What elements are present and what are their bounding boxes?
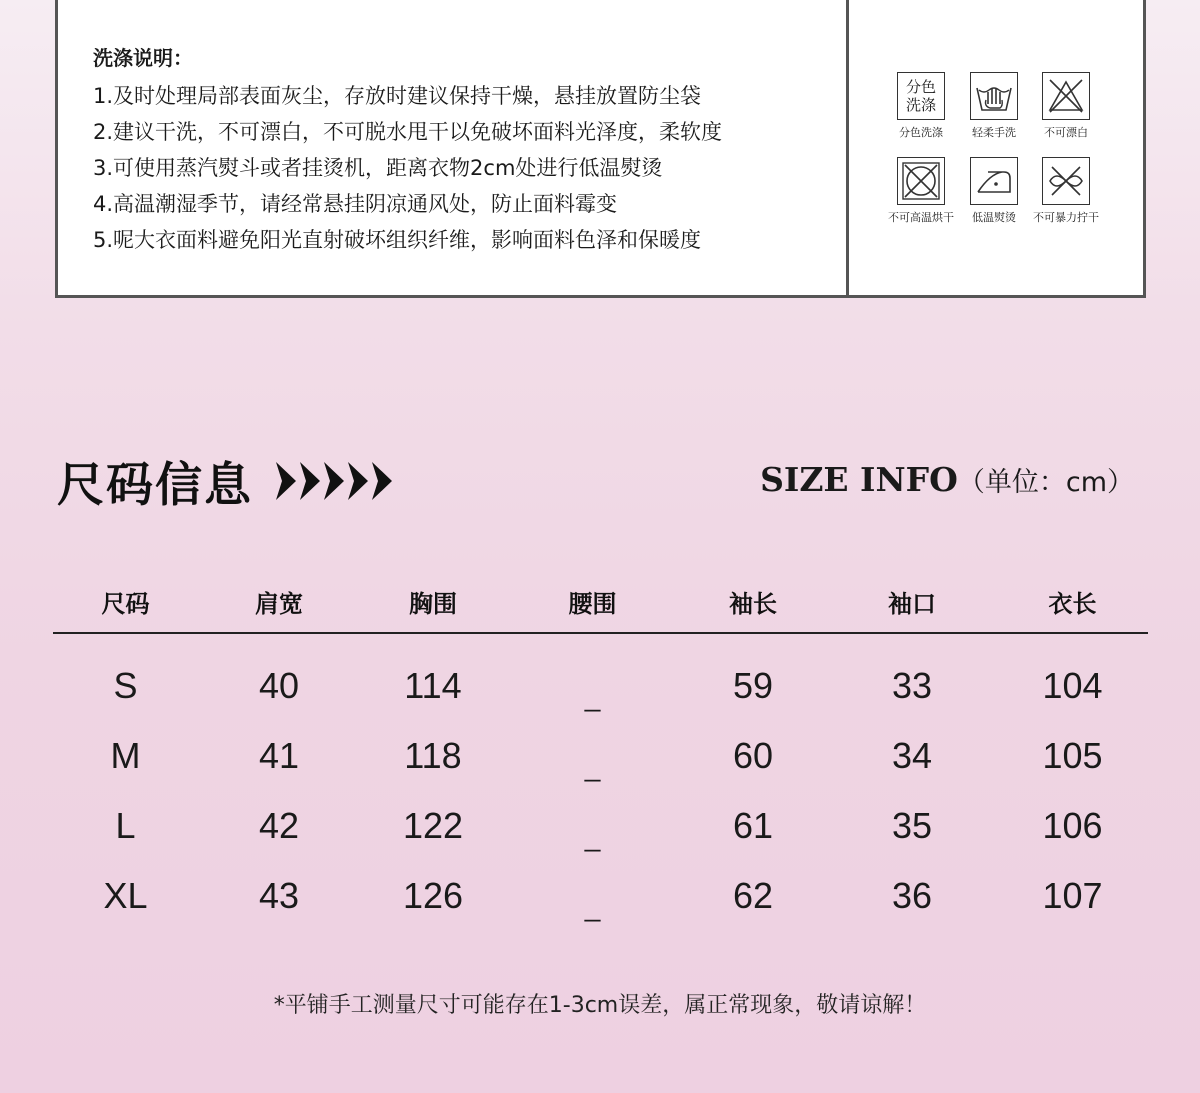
symbol-hand-wash bbox=[961, 72, 1027, 140]
cell-chest: 118 bbox=[404, 735, 462, 776]
cell-size: XL bbox=[103, 875, 148, 916]
table-header bbox=[53, 570, 1148, 634]
table-row bbox=[53, 651, 1148, 721]
cell-chest: 122 bbox=[402, 805, 464, 846]
waist-dash: _ bbox=[584, 751, 601, 782]
header-waist: 腰围 bbox=[568, 589, 617, 618]
cell-waist bbox=[506, 735, 679, 782]
separate-wash-icon bbox=[897, 72, 945, 120]
cell-shoulder: 40 bbox=[258, 665, 300, 706]
symbol-no-bleach bbox=[1033, 72, 1099, 140]
cell-length: 104 bbox=[1042, 665, 1103, 706]
cell-length: 107 bbox=[1042, 875, 1103, 916]
cell-sleeve-length: 62 bbox=[732, 875, 774, 916]
wash-instructions bbox=[93, 44, 833, 258]
wash-line-5: 5.呢大衣面料避免阳光直射破坏组织纤维，影响面料色泽和保暖度 bbox=[93, 228, 702, 252]
wash-title: 洗涤说明： bbox=[93, 46, 193, 70]
cell-sleeve-length: 61 bbox=[732, 805, 774, 846]
table-body bbox=[53, 634, 1148, 931]
symbol-label: 轻柔手洗 bbox=[972, 126, 1016, 139]
arrows-icon bbox=[274, 460, 396, 502]
panel-divider bbox=[846, 0, 849, 295]
symbol-label: 不可高温烘干 bbox=[888, 211, 954, 224]
size-unit: （单位：cm） bbox=[957, 467, 1134, 498]
symbol-no-tumble-dry bbox=[888, 157, 954, 225]
cell-size: S bbox=[113, 665, 138, 706]
no-bleach-icon bbox=[1042, 72, 1090, 120]
symbol-label: 不可暴力拧干 bbox=[1033, 211, 1099, 224]
symbol-label: 分色洗涤 bbox=[899, 126, 943, 139]
no-tumble-dry-icon bbox=[897, 157, 945, 205]
wash-line-4: 4.高温潮湿季节，请经常悬挂阴凉通风处，防止面料霉变 bbox=[93, 192, 618, 216]
table-row bbox=[53, 721, 1148, 791]
cell-size: L bbox=[115, 805, 136, 846]
cell-waist bbox=[506, 875, 679, 922]
symbol-low-iron bbox=[961, 157, 1027, 225]
size-info-text: SIZE INFO bbox=[760, 460, 958, 499]
cell-sleeve-length: 60 bbox=[732, 735, 774, 776]
cell-cuff: 34 bbox=[891, 735, 933, 776]
size-heading: 尺码信息 bbox=[57, 458, 253, 513]
cell-shoulder: 41 bbox=[258, 735, 300, 776]
cell-chest: 114 bbox=[404, 665, 462, 706]
size-info-label bbox=[760, 460, 1134, 499]
waist-dash: _ bbox=[584, 681, 601, 712]
cell-length: 105 bbox=[1042, 735, 1103, 776]
measurement-note: *平铺手工测量尺寸可能存在1-3cm误差，属正常现象，敬请谅解！ bbox=[273, 993, 927, 1018]
header-shoulder: 肩宽 bbox=[255, 589, 303, 618]
cell-waist bbox=[506, 805, 679, 852]
header-length: 衣长 bbox=[1048, 589, 1097, 618]
wash-line-2: 2.建议干洗，不可漂白，不可脱水甩干以免破坏面料光泽度，柔软度 bbox=[93, 120, 723, 144]
cell-size: M bbox=[110, 735, 141, 776]
no-wring-icon bbox=[1042, 157, 1090, 205]
wash-line-1: 1.及时处理局部表面灰尘，存放时建议保持干燥，悬挂放置防尘袋 bbox=[93, 84, 702, 108]
cell-waist bbox=[506, 665, 679, 712]
cell-length: 106 bbox=[1042, 805, 1103, 846]
header-size: 尺码 bbox=[101, 589, 150, 618]
table-row bbox=[53, 791, 1148, 861]
cell-cuff: 36 bbox=[891, 875, 933, 916]
cell-chest: 126 bbox=[402, 875, 464, 916]
symbol-label: 不可漂白 bbox=[1044, 126, 1088, 139]
symbol-separate-wash bbox=[888, 72, 954, 140]
cell-shoulder: 42 bbox=[258, 805, 300, 846]
wash-line-3: 3.可使用蒸汽熨斗或者挂烫机，距离衣物2cm处进行低温熨烫 bbox=[93, 156, 663, 180]
separate-wash-icon-text: 分色洗涤 bbox=[905, 78, 936, 114]
cell-shoulder: 43 bbox=[258, 875, 300, 916]
cell-cuff: 35 bbox=[891, 805, 933, 846]
waist-dash: _ bbox=[584, 891, 601, 922]
table-row bbox=[53, 861, 1148, 931]
header-sleeve-length: 袖长 bbox=[729, 589, 777, 618]
care-instructions-panel bbox=[55, 0, 1146, 298]
cell-sleeve-length: 59 bbox=[732, 665, 774, 706]
cell-cuff: 33 bbox=[891, 665, 933, 706]
symbol-label: 低温熨烫 bbox=[972, 211, 1016, 224]
header-cuff: 袖口 bbox=[888, 589, 936, 618]
symbol-no-wring bbox=[1033, 157, 1099, 225]
waist-dash: _ bbox=[584, 821, 601, 852]
hand-wash-icon bbox=[970, 72, 1018, 120]
header-chest: 胸围 bbox=[409, 589, 457, 618]
size-table bbox=[53, 570, 1148, 931]
low-iron-icon bbox=[970, 157, 1018, 205]
